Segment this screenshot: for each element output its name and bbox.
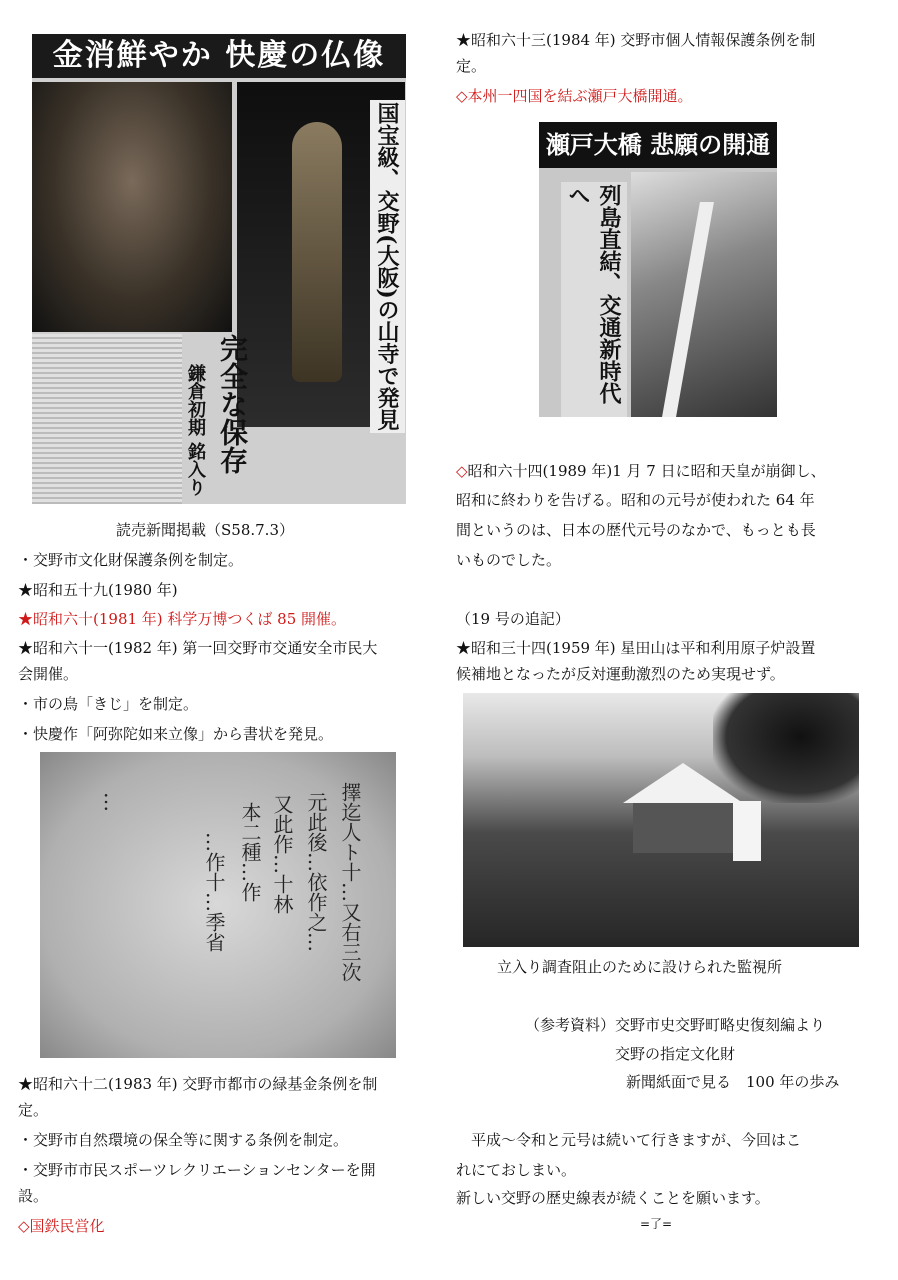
text-line: ・快慶作「阿弥陀如来立像」から書状を発見。: [18, 725, 334, 743]
text-line-highlight: ◇国鉄民営化: [18, 1217, 105, 1235]
text-line: ★昭和六十三(1984 年) 交野市個人情報保護条例を制: [456, 31, 816, 49]
closing-line: 平成～令和と元号は続いて行きますが、今回はこ: [456, 1131, 802, 1149]
text-line: 設。: [18, 1187, 49, 1205]
text-line: ★昭和三十四(1959 年) 星田山は平和利用原子炉設置: [456, 639, 816, 657]
text-line: いものでした。: [456, 551, 562, 569]
closing-line: れにておしまい。: [456, 1161, 577, 1179]
text-line: （19 号の追記）: [456, 610, 570, 628]
newspaper-clipping-buddha: [32, 34, 406, 504]
tent: [623, 763, 743, 803]
newspaper-subheadline: 列島直結、交通新時代へ: [561, 182, 627, 417]
photo-caption: 立入り調査阻止のために設けられた監視所: [497, 958, 783, 976]
text-line: ★昭和六十二(1983 年) 交野市都市の緑基金条例を制: [18, 1075, 378, 1093]
reference-line: 新聞紙面で見る 100 年の歩み: [626, 1073, 840, 1091]
handwritten-letter-photo: 擇迄人ト十…又右三次 元此後…依作之… 又此作…十林 本二種…作 …作十…季省 …: [40, 752, 396, 1058]
text-line: 会開催。: [18, 665, 79, 683]
bridge-photo: [631, 172, 777, 417]
text-line: ・市の鳥「きじ」を制定。: [18, 695, 199, 713]
text-line: 昭和に終わりを告げる。昭和の元号が使われた 64 年: [456, 491, 815, 509]
newspaper-subheadline: 国宝級、交野(大阪)の山寺で発見: [370, 100, 405, 433]
end-mark: =了=: [640, 1217, 673, 1231]
newspaper-headline-3: 鎌倉初期 銘入り: [185, 364, 206, 497]
buddha-head-photo: [32, 82, 232, 332]
newspaper-clipping-seto-bridge: [539, 122, 777, 417]
text-line: ・交野市文化財保護条例を制定。: [18, 551, 244, 569]
text-line: 間というのは、日本の歴代元号のなかで、もっとも長: [456, 521, 816, 539]
text-line-highlight: ◇本州一四国を結ぶ瀬戸大橋開通。: [456, 87, 693, 105]
sign-board: [733, 801, 761, 861]
text-line: ★昭和五十九(1980 年): [18, 581, 178, 599]
text-line: ・交野市自然環境の保全等に関する条例を制定。: [18, 1131, 349, 1149]
reference-line: 交野の指定文化財: [615, 1045, 736, 1063]
closing-line: 新しい交野の歴史線表が続くことを願います。: [456, 1189, 770, 1207]
newspaper-headline: 瀬戸大橋 悲願の開通: [539, 122, 777, 168]
watch-post-photo: [463, 693, 859, 947]
text-line: 定。: [18, 1101, 49, 1119]
np1-caption: 読売新聞掲載（S58.7.3）: [116, 521, 294, 539]
text-line-highlight: ★昭和六十(1981 年) 科学万博つくば 85 開催。: [18, 610, 347, 628]
text-line: 候補地となったが反対運動激烈のため実現せず。: [456, 665, 785, 683]
newspaper-text-texture: [32, 334, 182, 504]
text-line: 定。: [456, 57, 487, 75]
text-line: ・交野市市民スポーツレクリエーションセンターを開: [18, 1161, 376, 1179]
text-line: ★昭和六十一(1982 年) 第一回交野市交通安全市民大: [18, 639, 378, 657]
newspaper-headline-2: 完全な保存: [216, 334, 249, 474]
newspaper-headline: 金消鮮やか 快慶の仏像: [32, 34, 406, 78]
text-line-marker: ◇昭和六十四(1989 年)1 月 7 日に昭和天皇が崩御し、: [456, 462, 826, 480]
reference-line: （参考資料）交野市史交野町略史復刻編より: [525, 1016, 826, 1034]
